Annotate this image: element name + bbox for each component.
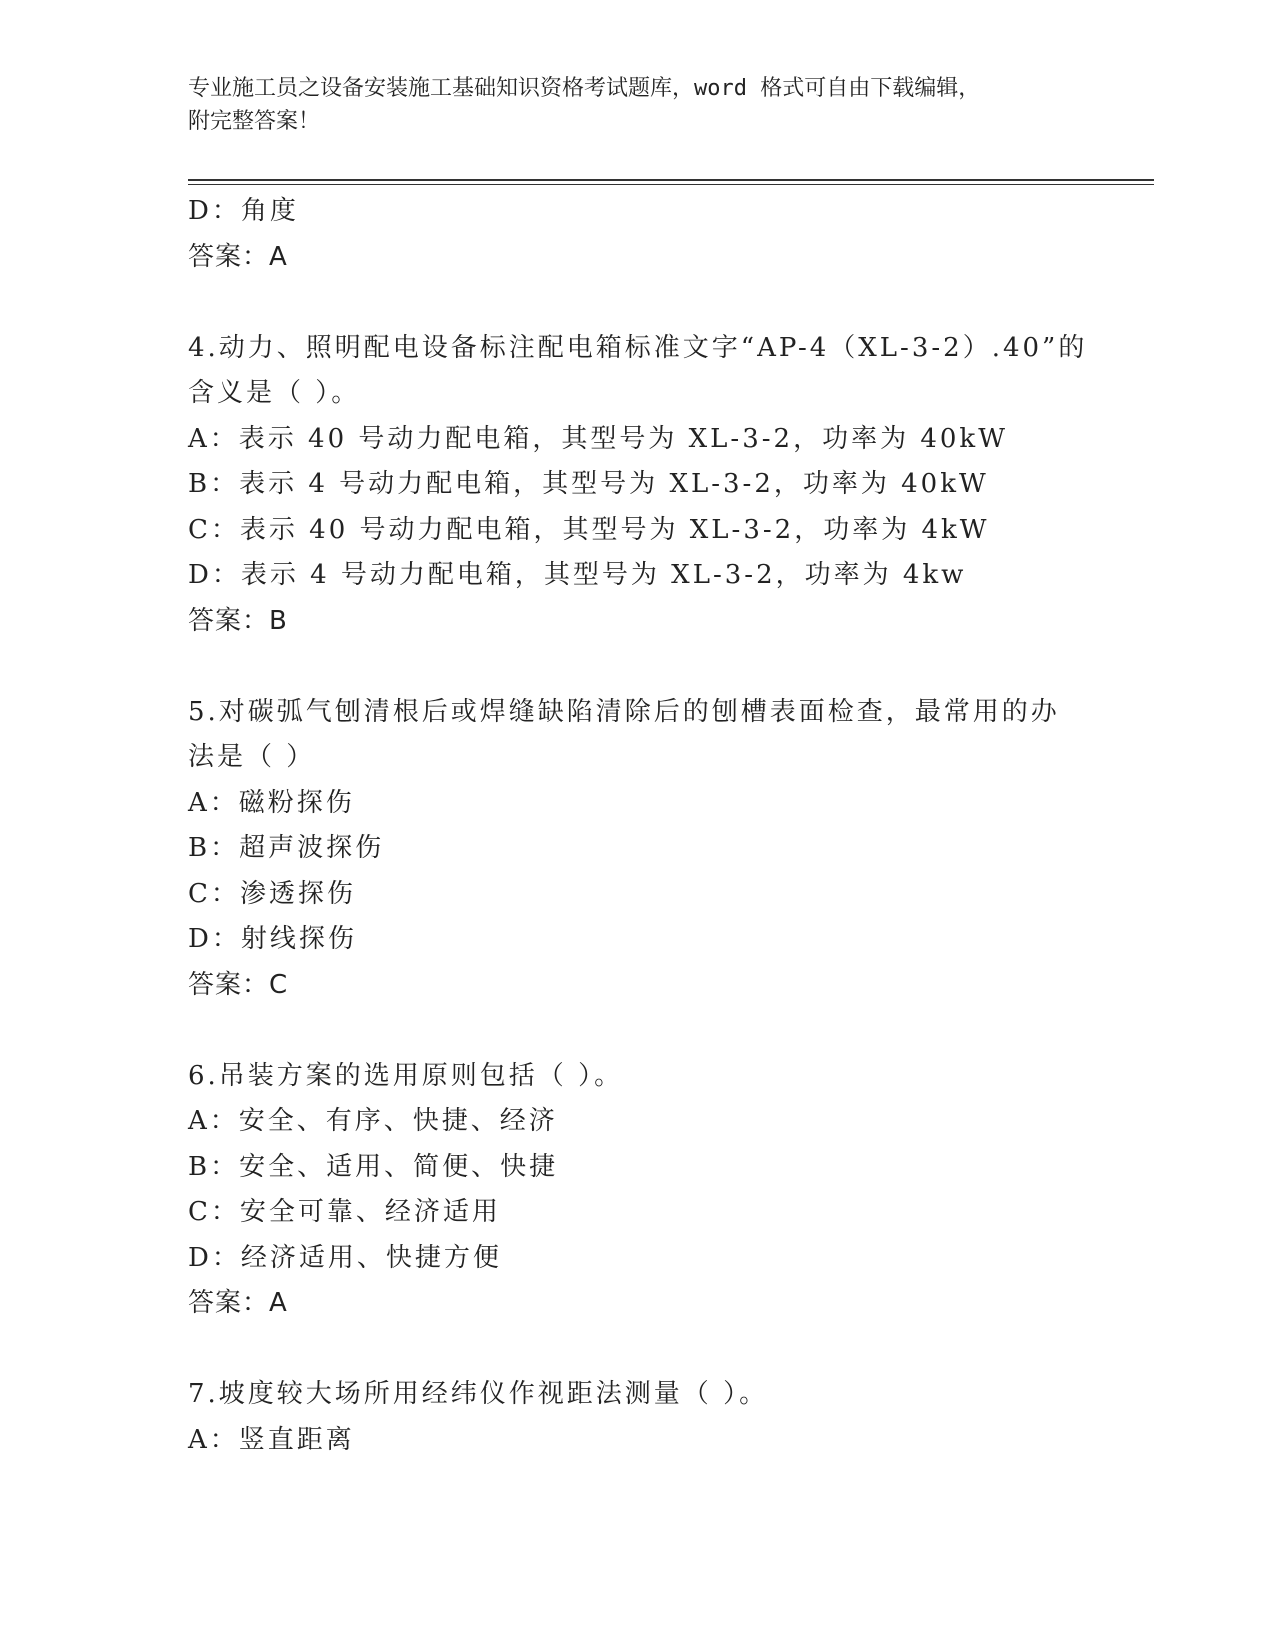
option-d: D：角度 (188, 196, 299, 226)
page-header (188, 72, 1068, 138)
option-b: B：安全、适用、简便、快捷 (188, 1151, 559, 1182)
option-d: D：经济适用、快捷方便 (188, 1242, 502, 1273)
question-stem-continued: 含义是（ ）。 (188, 378, 361, 408)
option-a: A：磁粉探伤 (188, 787, 355, 818)
question-stem: 6.吊装方案的选用原则包括（ ）。 (188, 1060, 624, 1091)
header-divider-thick (188, 179, 1154, 181)
option-c: C：表示 40 号动力配电箱，其型号为 XL-3-2，功率为 4kW (188, 514, 990, 545)
question-4 (188, 326, 1148, 645)
header-line-1: 专业施工员之设备安装施工基础知识资格考试题库，word 格式可自由下载编辑， (188, 76, 981, 101)
option-c: C：渗透探伤 (188, 878, 356, 909)
option-c: C：安全可靠、经济适用 (188, 1197, 501, 1227)
option-a: A：安全、有序、快捷、经济 (188, 1106, 558, 1136)
option-b: B：表示 4 号动力配电箱，其型号为 XL-3-2，功率为 40kW (188, 469, 989, 499)
question-stem-continued: 法是（ ） (188, 742, 316, 772)
answer: 答案：B (188, 605, 288, 636)
question-5 (188, 690, 1148, 1009)
spacer (188, 280, 1148, 326)
question-list (188, 189, 1148, 1463)
option-a: A：竖直距离 (188, 1424, 355, 1455)
question-stem: 7.坡度较大场所用经纬仪作视距法测量（ ）。 (188, 1379, 769, 1409)
question-fragment (188, 189, 1148, 280)
header-divider-thin (188, 184, 1154, 185)
answer: 答案：A (188, 1288, 288, 1318)
option-d: D：表示 4 号动力配电箱，其型号为 XL-3-2，功率为 4kw (188, 560, 967, 590)
answer: 答案：C (188, 969, 289, 1000)
answer: 答案：A (188, 241, 288, 272)
spacer (188, 1008, 1148, 1054)
spacer (188, 644, 1148, 690)
question-stem: 4.动力、照明配电设备标注配电箱标准文字“AP-4（XL-3-2）.40”的 (188, 332, 1088, 363)
header-line-2: 附完整答案！ (188, 109, 321, 134)
option-b: B：超声波探伤 (188, 833, 385, 863)
option-a: A：表示 40 号动力配电箱，其型号为 XL-3-2，功率为 40kW (188, 423, 1008, 454)
question-6 (188, 1054, 1148, 1327)
question-stem: 5.对碳弧气刨清根后或焊缝缺陷清除后的刨槽表面检查，最常用的办 (188, 696, 1060, 727)
option-d: D：射线探伤 (188, 924, 357, 954)
spacer (188, 1327, 1148, 1373)
question-7 (188, 1372, 1148, 1463)
